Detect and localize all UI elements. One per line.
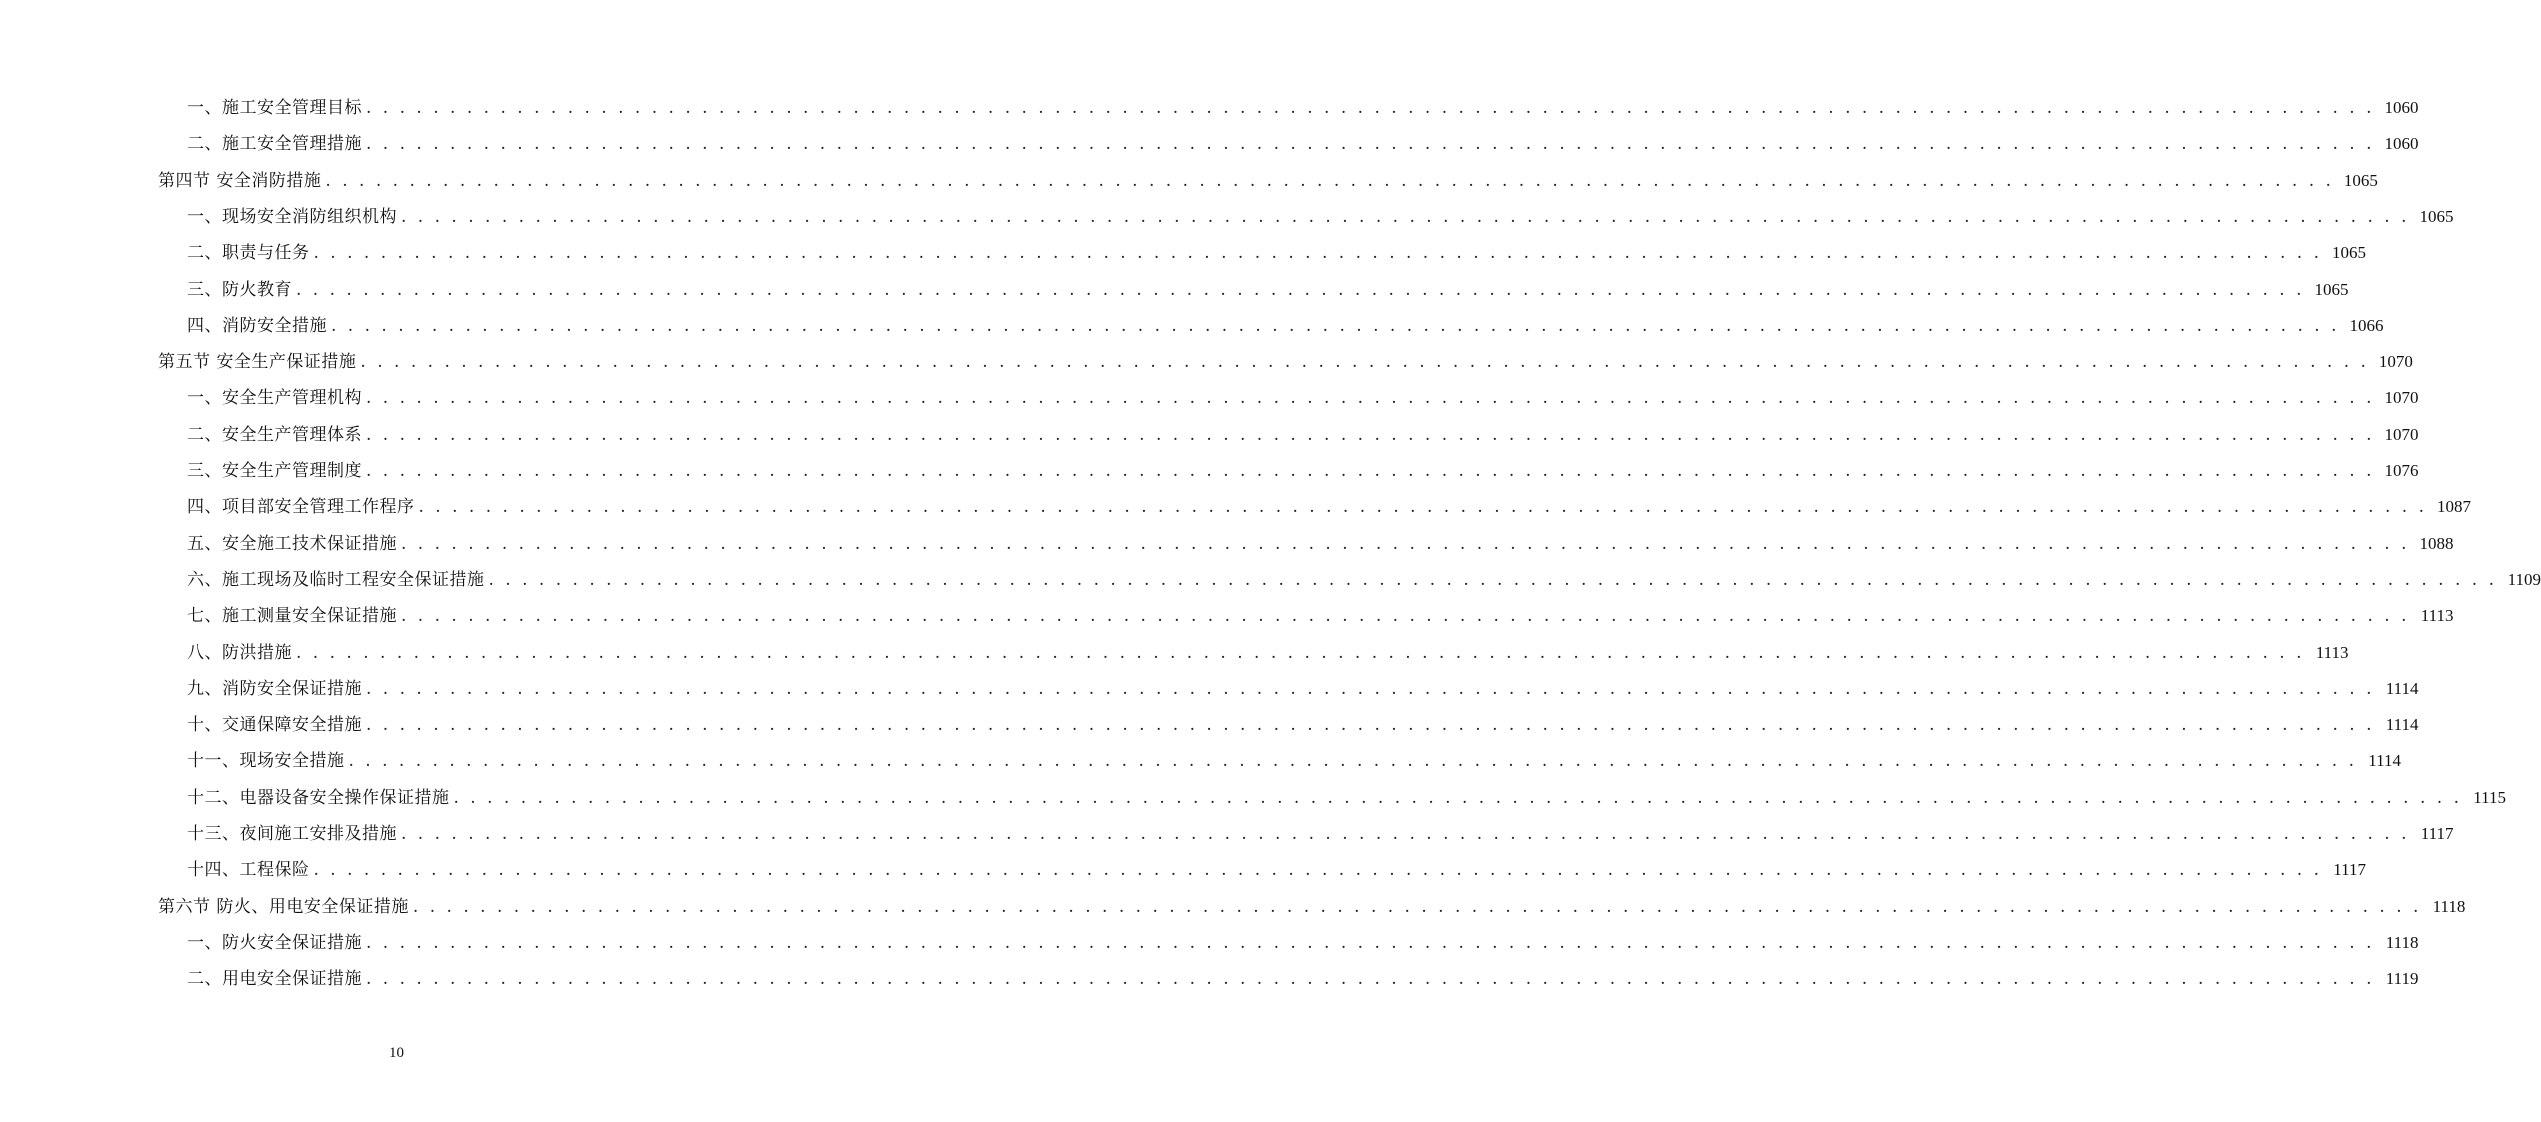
toc-entry-title: 十二、电器设备安全操作保证措施 [187,787,450,808]
toc-entry [0,707,2419,743]
toc-entry-title: 九、消防安全保证措施 [187,678,362,699]
toc-dot-leader: . . . . . . . . . . . . . . . . . . . . . . . . . . . . . . . . . . . . . . . . . . . . . . . . . . . . . . . . . . . . . . . . . . . . . . . . . . . . . . . . . . . . . . . . . . . . . . . . . . . . . . . . . . . . . . . . . . . . . . . . [348,751,2358,772]
toc-entry-title: 十四、工程保险 [187,860,310,881]
toc-entry-page: 1114 [2385,678,2419,698]
toc-entry [0,489,2472,525]
toc-dot-leader: . . . . . . . . . . . . . . . . . . . . . . . . . . . . . . . . . . . . . . . . . . . . . . . . . . . . . . . . . . . . . . . . . . . . . . . . . . . . . . . . . . . . . . . . . . . . . . . . . . . . . . . . . . . . . . . . . . . . . . . . [401,824,2410,844]
toc-dot-leader: . . . . . . . . . . . . . . . . . . . . . . . . . . . . . . . . . . . . . . . . . . . . . . . . . . . . . . . . . . . . . . . . . . . . . . . . . . . . . . . . . . . . . . . . . . . . . . . . . . . . . . . . . . . . . . . . . . . . . . . . [366,969,2375,990]
toc-dot-leader: . . . . . . . . . . . . . . . . . . . . . . . . . . . . . . . . . . . . . . . . . . . . . . . . . . . . . . . . . . . . . . . . . . . . . . . . . . . . . . . . . . . . . . . . . . . . . . . . . . . . . . . . . . . . . . . . . . . . . . . . [401,606,2410,627]
toc-entry-page: 1070 [2378,352,2413,372]
toc-entry-title: 三、安全生产管理制度 [187,461,362,481]
toc-entry [0,235,2367,271]
toc-dot-leader: . . . . . . . . . . . . . . . . . . . . . . . . . . . . . . . . . . . . . . . . . . . . . . . . . . . . . . . . . . . . . . . . . . . . . . . . . . . . . . . . . . . . . . . . . . . . . . . . . . . . . . . . . . . . . . . . . . . . . . . . [488,569,2498,590]
toc-entry [0,635,2349,671]
toc-entry-title: 二、职责与任务 [187,243,310,264]
toc-entry-title: 二、施工安全管理措施 [187,134,362,155]
toc-entry [0,562,2541,598]
toc-entry [0,90,2419,126]
toc-dot-leader: . . . . . . . . . . . . . . . . . . . . . . . . . . . . . . . . . . . . . . . . . . . . . . . . . . . . . . . . . . . . . . . . . . . . . . . . . . . . . . . . . . . . . . . . . . . . . . . . . . . . . . . . . . . . . . . . . . . . . . . . [366,388,2375,409]
toc-entry [0,308,2384,344]
toc-entry-page: 1065 [2332,243,2367,263]
toc-entry [0,526,2454,562]
toc-entry-title: 七、施工测量安全保证措施 [187,606,397,627]
toc-entry-title: 第五节 安全生产保证措施 [158,352,357,373]
toc-dot-leader: . . . . . . . . . . . . . . . . . . . . . . . . . . . . . . . . . . . . . . . . . . . . . . . . . . . . . . . . . . . . . . . . . . . . . . . . . . . . . . . . . . . . . . . . . . . . . . . . . . . . . . . . . . . . . . . . . . . . . . . . [296,642,2305,663]
toc-entry [0,925,2419,961]
toc-entry-title: 六、施工现场及临时工程安全保证措施 [187,569,485,590]
toc-entry-page: 1114 [2385,715,2419,735]
toc-entry [0,598,2454,634]
toc-entry-title: 三、防火教育 [187,279,292,300]
toc-entry-title: 十三、夜间施工安排及措施 [187,824,397,844]
toc-entry-page: 1117 [2420,824,2454,843]
toc-dot-leader: . . . . . . . . . . . . . . . . . . . . . . . . . . . . . . . . . . . . . . . . . . . . . . . . . . . . . . . . . . . . . . . . . . . . . . . . . . . . . . . . . . . . . . . . . . . . . . . . . . . . . . . . . . . . . . . . . . . . . . . . [401,206,2410,227]
toc-entry [0,126,2419,162]
toc-entry-title: 八、防洪措施 [187,642,292,663]
toc-entry-page: 1070 [2384,388,2419,408]
toc-entry-page: 1065 [2314,279,2349,299]
table-of-contents [0,90,2541,1000]
toc-entry-page: 1109 [2507,569,2541,589]
toc-entry [0,852,2367,888]
toc-entry [0,961,2419,997]
toc-entry-page: 1076 [2384,461,2419,480]
toc-entry-page: 1088 [2419,533,2454,553]
toc-entry-title: 十、交通保障安全措施 [187,715,362,736]
toc-entry-title: 一、安全生产管理机构 [187,388,362,409]
toc-entry [0,199,2454,235]
toc-entry-page: 1113 [2420,606,2454,626]
toc-dot-leader: . . . . . . . . . . . . . . . . . . . . . . . . . . . . . . . . . . . . . . . . . . . . . . . . . . . . . . . . . . . . . . . . . . . . . . . . . . . . . . . . . . . . . . . . . . . . . . . . . . . . . . . . . . . . . . . . . . . . . . . . [401,533,2410,554]
toc-entry-page: 1065 [2343,170,2378,190]
toc-entry [0,816,2454,852]
toc-dot-leader: . . . . . . . . . . . . . . . . . . . . . . . . . . . . . . . . . . . . . . . . . . . . . . . . . . . . . . . . . . . . . . . . . . . . . . . . . . . . . . . . . . . . . . . . . . . . . . . . . . . . . . . . . . . . . . . . . . . . . . . . [366,134,2375,155]
toc-dot-leader: . . . . . . . . . . . . . . . . . . . . . . . . . . . . . . . . . . . . . . . . . . . . . . . . . . . . . . . . . . . . . . . . . . . . . . . . . . . . . . . . . . . . . . . . . . . . . . . . . . . . . . . . . . . . . . . . . . . . . . . . [366,678,2375,699]
toc-dot-leader: . . . . . . . . . . . . . . . . . . . . . . . . . . . . . . . . . . . . . . . . . . . . . . . . . . . . . . . . . . . . . . . . . . . . . . . . . . . . . . . . . . . . . . . . . . . . . . . . . . . . . . . . . . . . . . . . . . . . . . . . [366,932,2375,953]
toc-entry-title: 一、现场安全消防组织机构 [187,206,397,227]
toc-entry-page: 1060 [2384,98,2419,117]
toc-entry [0,272,2349,308]
toc-entry [0,163,2378,199]
toc-entry-page: 1118 [2385,932,2419,952]
toc-entry-title: 一、施工安全管理目标 [187,98,362,118]
toc-dot-leader: . . . . . . . . . . . . . . . . . . . . . . . . . . . . . . . . . . . . . . . . . . . . . . . . . . . . . . . . . . . . . . . . . . . . . . . . . . . . . . . . . . . . . . . . . . . . . . . . . . . . . . . . . . . . . . . . . . . . . . . . [366,98,2375,118]
toc-dot-leader: . . . . . . . . . . . . . . . . . . . . . . . . . . . . . . . . . . . . . . . . . . . . . . . . . . . . . . . . . . . . . . . . . . . . . . . . . . . . . . . . . . . . . . . . . . . . . . . . . . . . . . . . . . . . . . . . . . . . . . . . [412,896,2422,917]
toc-entry-page: 1118 [2432,896,2466,916]
toc-dot-leader: . . . . . . . . . . . . . . . . . . . . . . . . . . . . . . . . . . . . . . . . . . . . . . . . . . . . . . . . . . . . . . . . . . . . . . . . . . . . . . . . . . . . . . . . . . . . . . . . . . . . . . . . . . . . . . . . . . . . . . . . [313,243,2323,264]
toc-dot-leader: . . . . . . . . . . . . . . . . . . . . . . . . . . . . . . . . . . . . . . . . . . . . . . . . . . . . . . . . . . . . . . . . . . . . . . . . . . . . . . . . . . . . . . . . . . . . . . . . . . . . . . . . . . . . . . . . . . . . . . . . [366,424,2375,445]
toc-dot-leader: . . . . . . . . . . . . . . . . . . . . . . . . . . . . . . . . . . . . . . . . . . . . . . . . . . . . . . . . . . . . . . . . . . . . . . . . . . . . . . . . . . . . . . . . . . . . . . . . . . . . . . . . . . . . . . . . . . . . . . . . [325,170,2334,191]
toc-entry [0,344,2413,380]
toc-entry-title: 四、消防安全措施 [187,315,327,336]
toc-entry-page: 1114 [2368,751,2402,771]
toc-entry-title: 第六节 防火、用电安全保证措施 [158,896,409,917]
toc-dot-leader: . . . . . . . . . . . . . . . . . . . . . . . . . . . . . . . . . . . . . . . . . . . . . . . . . . . . . . . . . . . . . . . . . . . . . . . . . . . . . . . . . . . . . . . . . . . . . . . . . . . . . . . . . . . . . . . . . . . . . . . . [331,315,2340,336]
toc-entry-title: 第四节 安全消防措施 [158,170,322,191]
toc-entry-title: 一、防火安全保证措施 [187,932,362,953]
toc-dot-leader: . . . . . . . . . . . . . . . . . . . . . . . . . . . . . . . . . . . . . . . . . . . . . . . . . . . . . . . . . . . . . . . . . . . . . . . . . . . . . . . . . . . . . . . . . . . . . . . . . . . . . . . . . . . . . . . . . . . . . . . . [360,352,2369,373]
toc-entry-page: 1087 [2437,497,2472,517]
toc-entry-title: 十一、现场安全措施 [187,751,345,772]
page-number: 10 [389,1045,404,1061]
toc-dot-leader: . . . . . . . . . . . . . . . . . . . . . . . . . . . . . . . . . . . . . . . . . . . . . . . . . . . . . . . . . . . . . . . . . . . . . . . . . . . . . . . . . . . . . . . . . . . . . . . . . . . . . . . . . . . . . . . . . . . . . . . . [366,715,2375,736]
toc-dot-leader: . . . . . . . . . . . . . . . . . . . . . . . . . . . . . . . . . . . . . . . . . . . . . . . . . . . . . . . . . . . . . . . . . . . . . . . . . . . . . . . . . . . . . . . . . . . . . . . . . . . . . . . . . . . . . . . . . . . . . . . . [296,279,2305,300]
toc-entry-title: 四、项目部安全管理工作程序 [187,497,415,518]
toc-entry [0,453,2419,489]
toc-entry [0,671,2419,707]
toc-dot-leader: . . . . . . . . . . . . . . . . . . . . . . . . . . . . . . . . . . . . . . . . . . . . . . . . . . . . . . . . . . . . . . . . . . . . . . . . . . . . . . . . . . . . . . . . . . . . . . . . . . . . . . . . . . . . . . . . . . . . . . . . [418,497,2428,518]
toc-entry-page: 1113 [2315,642,2349,662]
toc-entry [0,380,2419,416]
toc-entry-page: 1066 [2349,315,2384,335]
toc-dot-leader: . . . . . . . . . . . . . . . . . . . . . . . . . . . . . . . . . . . . . . . . . . . . . . . . . . . . . . . . . . . . . . . . . . . . . . . . . . . . . . . . . . . . . . . . . . . . . . . . . . . . . . . . . . . . . . . . . . . . . . . . [453,787,2463,808]
toc-entry-page: 1070 [2384,424,2419,444]
toc-dot-leader: . . . . . . . . . . . . . . . . . . . . . . . . . . . . . . . . . . . . . . . . . . . . . . . . . . . . . . . . . . . . . . . . . . . . . . . . . . . . . . . . . . . . . . . . . . . . . . . . . . . . . . . . . . . . . . . . . . . . . . . . [313,860,2323,881]
toc-entry-title: 五、安全施工技术保证措施 [187,533,397,554]
toc-entry [0,743,2402,779]
toc-entry-page: 1117 [2333,860,2367,880]
toc-entry [0,780,2507,816]
toc-entry-title: 二、用电安全保证措施 [187,969,362,990]
toc-entry [0,417,2419,453]
toc-dot-leader: . . . . . . . . . . . . . . . . . . . . . . . . . . . . . . . . . . . . . . . . . . . . . . . . . . . . . . . . . . . . . . . . . . . . . . . . . . . . . . . . . . . . . . . . . . . . . . . . . . . . . . . . . . . . . . . . . . . . . . . . [366,461,2375,481]
toc-entry-page: 1065 [2419,206,2454,226]
toc-entry-page: 1060 [2384,134,2419,154]
toc-entry-page: 1115 [2473,787,2507,807]
toc-entry [0,889,2466,925]
toc-entry-page: 1119 [2385,969,2419,989]
toc-entry-title: 二、安全生产管理体系 [187,424,362,445]
